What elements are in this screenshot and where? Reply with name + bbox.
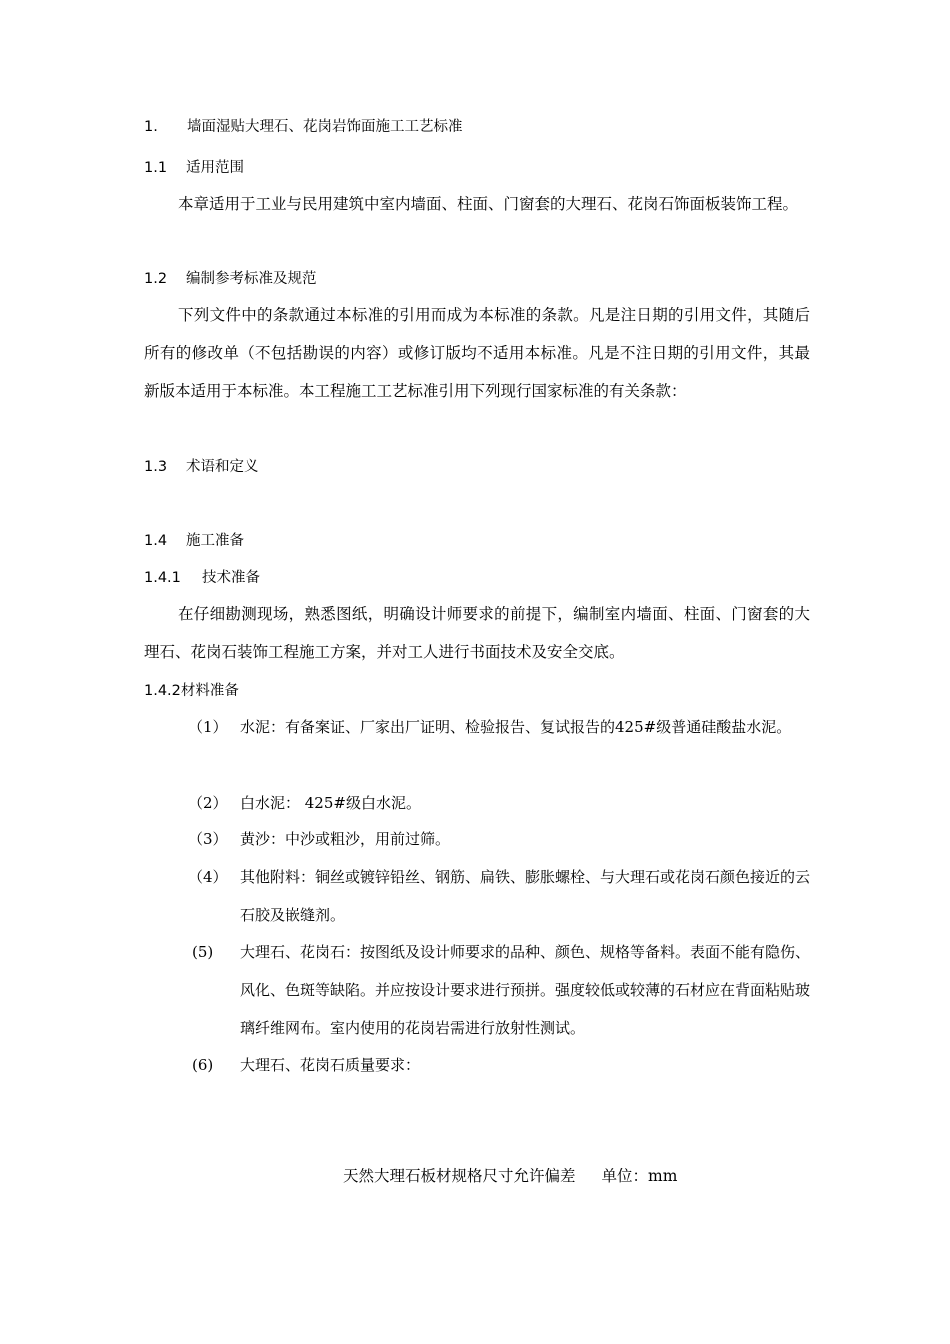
list-item-number: （2） — [188, 794, 228, 812]
list-item — [188, 708, 812, 784]
list-item — [188, 1046, 812, 1084]
paragraph-scope: 本章适用于工业与民用建筑中室内墙面、柱面、门窗套的大理石、花岗石饰面板装饰工程。 — [178, 195, 799, 213]
list-item-text: 其他附料：铜丝或镀锌铅丝、钢筋、扁铁、膨胀螺栓、与大理石或花岗石颜色接近的云石胶及嵌缝剂。 — [240, 868, 811, 924]
heading-1 — [144, 117, 463, 137]
list-item-text: 白水泥： 425#级白水泥。 — [240, 794, 421, 812]
heading-title: 适用范围 — [186, 160, 244, 176]
paragraph-references: 下列文件中的条款通过本标准的引用而成为本标准的条款。凡是注日期的引用文件，其随后所有的修改单（不包括勘误的内容）或修订版均不适用本标准。凡是不注日期的引用文件，其最新版本适用于本标准。本工程施工工艺标准引用下列现行国家标准的有关条款： — [144, 306, 810, 400]
heading-number: 1. — [144, 119, 158, 135]
heading-title: 术语和定义 — [186, 459, 259, 475]
table-caption — [343, 1165, 677, 1187]
heading-title: 墙面湿贴大理石、花岗岩饰面施工工艺标准 — [187, 119, 463, 135]
heading-number: 1.4 — [144, 533, 168, 549]
list-item-number: （1） — [188, 718, 228, 736]
heading-title: 1.4.2材料准备 — [144, 683, 239, 699]
heading-1-4-1 — [144, 568, 260, 588]
heading-number: 1.2 — [144, 271, 168, 287]
heading-1-4 — [144, 531, 244, 551]
heading-1-1 — [144, 158, 244, 178]
heading-title: 施工准备 — [186, 533, 244, 549]
list-item-number: (6) — [192, 1056, 214, 1074]
list-item-text: 水泥：有备案证、厂家出厂证明、检验报告、复试报告的425#级普通硅酸盐水泥。 — [240, 718, 792, 736]
list-item — [188, 820, 812, 858]
list-item-text: 大理石、花岗石质量要求： — [240, 1056, 421, 1074]
list-item-number: (5) — [192, 943, 214, 961]
heading-title: 技术准备 — [202, 570, 260, 586]
heading-1-4-2 — [144, 681, 239, 701]
list-item — [188, 858, 812, 934]
heading-number: 1.1 — [144, 160, 168, 176]
heading-1-2 — [144, 269, 317, 289]
list-item-text: 大理石、花岗石：按图纸及设计师要求的品种、颜色、规格等备料。表面不能有隐伤、风化、色斑等缺陷。并应按设计要求进行预拼。强度较低或较薄的石材应在背面粘贴玻璃纤维网布。室内使用的花岗岩需进行放射性测试。 — [240, 943, 811, 1037]
list-item-number: （4） — [188, 868, 228, 886]
heading-number: 1.4.1 — [144, 570, 181, 586]
table-caption-unit: 单位：mm — [601, 1167, 678, 1185]
table-caption-title: 天然大理石板材规格尺寸允许偏差 — [343, 1167, 576, 1185]
list-item-number: （3） — [188, 830, 228, 848]
heading-1-3 — [144, 457, 259, 477]
heading-title: 编制参考标准及规范 — [186, 271, 317, 287]
list-item-text: 黄沙：中沙或粗沙，用前过筛。 — [240, 830, 451, 848]
heading-number: 1.3 — [144, 459, 168, 475]
list-item — [188, 784, 812, 822]
paragraph-technical-prep: 在仔细勘测现场，熟悉图纸，明确设计师要求的前提下，编制室内墙面、柱面、门窗套的大理石、花岗石装饰工程施工方案，并对工人进行书面技术及安全交底。 — [144, 605, 810, 661]
list-item — [188, 933, 812, 1047]
